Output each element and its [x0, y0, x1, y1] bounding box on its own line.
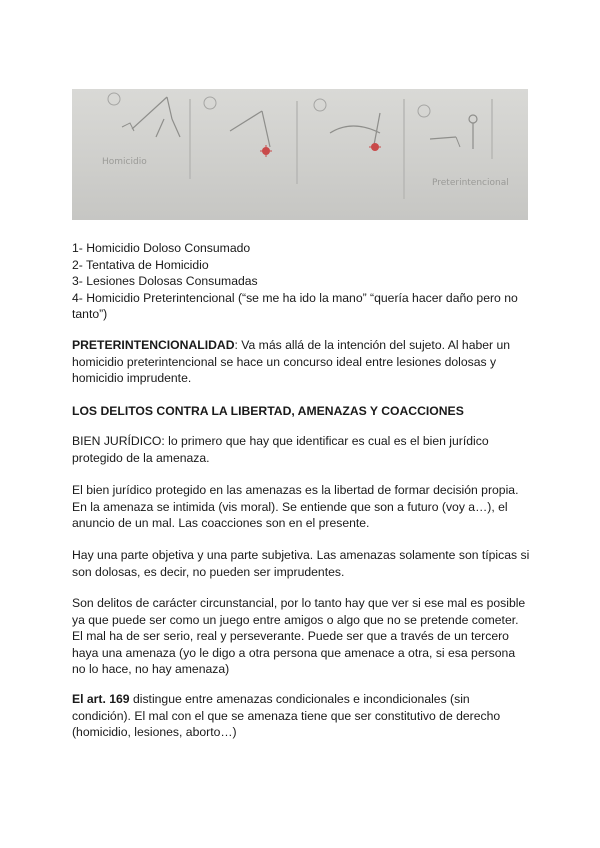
paragraph-3: Son delitos de carácter circunstancial, por lo tanto hay que ver si ese mal es posible ya que puede ser como un juego entre amigos o algo que no se pretende cometer. El mal ha de ser serio, real y perseverante. Puede ser que a través de un tercero haya una amenaza (yo le digo a otra persona que amenace a otra, si esa persona no lo hace, no hay amenaza): [72, 596, 526, 676]
list-item: 4- Homicidio Preterintencional (“se me ha ido la mano” “quería hacer daño pero no: [72, 290, 518, 305]
list-item: 2- Tentativa de Homicidio: [72, 257, 209, 272]
article-text: distingue entre amenazas condicionales e incondicionales (sin condición). El mal con el que se amenaza tiene que ser constitutivo de derecho (homicidio, lesiones, aborto…): [72, 692, 501, 739]
paragraph-1: El bien jurídico protegido en las amenazas es la libertad de formar decisión propia. En la amenaza se intimida (vis moral). Se entiende que son a futuro (voy a…), el anuncio de un mal. Las coacciones son en el presente.: [72, 483, 519, 530]
bien-juridico-paragraph: BIEN JURÍDICO: lo primero que hay que identificar es cual es el bien jurídico protegido de la amenaza.: [72, 434, 489, 465]
preterintencionalidad-paragraph: [72, 337, 532, 387]
paragraph-4: [72, 691, 532, 741]
term-label: PRETERINTENCIONALIDAD: [72, 338, 235, 352]
numbered-list: [72, 240, 532, 323]
list-item: tanto”): [72, 307, 108, 321]
article-reference: El art. 169: [72, 692, 130, 706]
list-item: 1- Homicidio Doloso Consumado: [72, 241, 251, 255]
paragraph-2: Hay una parte objetiva y una parte subjetiva. Las amenazas solamente son típicas si son dolosas, es decir, no pueden ser imprudentes.: [72, 548, 530, 579]
list-item: 3- Lesiones Dolosas Consumadas: [72, 274, 258, 288]
section-heading: LOS DELITOS CONTRA LA LIBERTAD, AMENAZAS Y COACCIONES: [72, 404, 464, 418]
whiteboard-photo: [72, 89, 528, 220]
whiteboard-note-4: Preterintencional: [432, 178, 509, 188]
whiteboard-sketch: [72, 89, 528, 220]
whiteboard-note-1: Homicidio: [102, 157, 147, 167]
term-definition: : Va más allá de la intención del sujeto. Al haber un homicidio preterintencional se hace un concurso ideal entre lesiones dolosas y homicidio imprudente.: [72, 338, 511, 385]
